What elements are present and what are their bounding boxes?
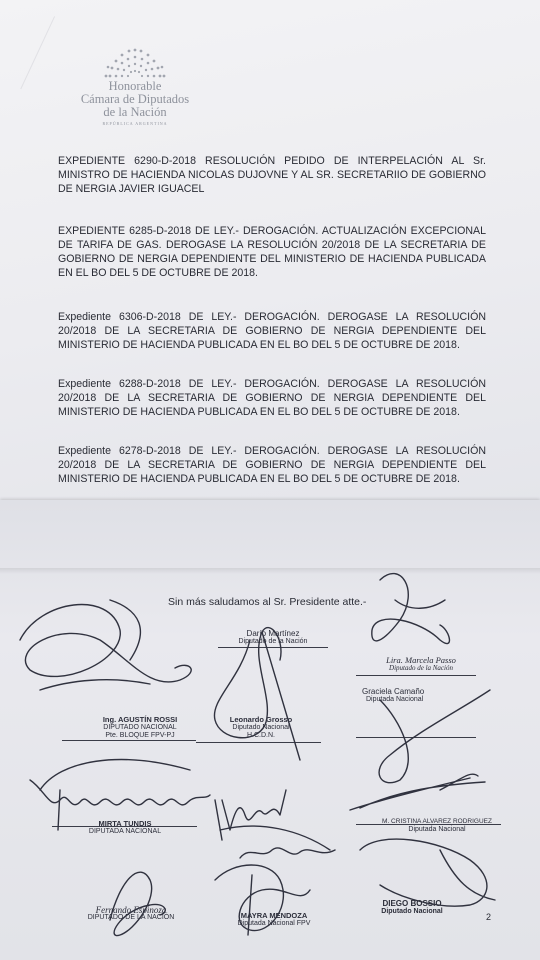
signature-mendoza [226,912,322,928]
header-line-3: de la Nación [103,105,167,119]
signature-alvarez-name: M. CRISTINA ALVAREZ RODRIGUEZ [382,818,492,825]
signature-line-rasso [356,675,476,676]
signature-martinez-name: Darío Martínez [246,629,300,638]
signature-mendoza-name: MAYRA MENDOZA [240,911,308,920]
signature-line-camano [356,737,476,738]
signature-bossio-title: Diputado Nacional [381,908,443,915]
signature-rossi-title: DIPUTADO NACIONAL [103,724,177,731]
header-line-1: Honorable [108,79,162,93]
chamber-logo [70,40,200,126]
signature-bossio [364,900,460,916]
signature-tundis [70,820,180,836]
signature-rossi-sub: Pte. BLOQUE FPV-PJ [105,732,175,739]
signature-rasso-title: Diputado de la Nación [389,664,453,672]
signature-grosso-sub: H.C.D.N. [247,732,275,739]
signature-martinez [214,630,332,646]
signature-rasso [356,656,486,672]
paragraph-expediente-6285: EXPEDIENTE 6285-D-2018 DE LEY.- DEROGACIÓN. ACTUALIZACIÓN EXCEPCIONAL DE TARIFA DE GAS. DEROGASE LA RESOLUCIÓN 20/2018 DE LA SECRETARIA DE GOBIERNO DE NERGIA DEPENDIENTE DEL MINISTERIO DE HACIENDA PUBLICADA EN EL BO DEL 5 DE OCTUBRE DE 2018. [58,225,486,279]
signature-tundis-name: MIRTA TUNDIS [98,819,152,828]
signature-mendoza-title: Diputada Nacional FPV [237,920,311,927]
signature-camano-title: Diputada Nacional [366,696,424,703]
paragraph-expediente-6290: EXPEDIENTE 6290-D-2018 RESOLUCIÓN PEDIDO DE INTERPELACIÓN AL Sr. MINISTRO DE HACIENDA NICOLAS DUJOVNE Y AL SR. SECRETARIIO DE GOBIERNO DE NERGIA JAVIER IGUACEL [58,155,486,195]
signature-espinoza-title: DIPUTADO DE LA NACIÓN [87,914,175,921]
hemicycle-emblem-icon [100,40,170,80]
paper-fold-shadow [0,568,540,574]
page-number: 2 [486,912,492,922]
signature-line-rossi [62,740,196,741]
header-line-2: Cámara de Diputados [80,92,190,106]
paper-crease [0,0,55,89]
signature-rossi [84,716,196,740]
signature-grosso [206,716,316,740]
paragraph-expediente-6278: Expediente 6278-D-2018 DE LEY.- DEROGACIÓN. DEROGASE LA RESOLUCIÓN 20/2018 DE LA SECRETARIA DE GOBIERNO DE NERGIA DEPENDIENTE DEL MINISTERIO DE HACIENDA PUBLICADA EN EL BO DEL 5 DE OCTUBRE DE 2018. [58,445,486,485]
closing-line: Sin más saludamos al Sr. Presidente atte.- [168,596,367,608]
signature-tundis-title: DIPUTADA NACIONAL [88,828,162,835]
paragraph-expediente-6288: Expediente 6288-D-2018 DE LEY.- DEROGACIÓN. DEROGASE LA RESOLUCIÓN 20/2018 DE LA SECRETARIA DE GOBIERNO DE NERGIA DEPENDIENTE DEL MINISTERIO DE HACIENDA PUBLICADA EN EL BO DEL 5 DE OCTUBRE DE 2018. [58,378,486,418]
signature-grosso-title: Diputado Nacional [232,724,290,731]
signature-espinoza [72,906,190,922]
signature-martinez-title: Diputado de la Nación [238,638,308,645]
signature-camano [362,688,466,704]
signature-rasso-name: Lira. Marcela Passo [386,655,456,665]
signature-rossi-name: Ing. AGUSTÍN ROSSI [102,715,178,724]
signature-line-martinez [218,647,328,648]
signature-espinoza-name: Fernando Espinoza [95,905,167,915]
signature-line-grosso [196,742,321,743]
signature-bossio-name: DIEGO BOSSIO [382,899,442,908]
signature-alvarez-title: Diputada Nacional [408,826,466,833]
signature-alvarez [372,818,502,834]
paragraph-expediente-6306: Expediente 6306-D-2018 DE LEY.- DEROGACIÓN. DEROGASE LA RESOLUCIÓN 20/2018 DE LA SECRETARIA DE GOBIERNO DE NERGIA DEPENDIENTE DEL MINISTERIO DE HACIENDA PUBLICADA EN EL BO DEL 5 DE OCTUBRE DE 2018. [58,311,486,351]
signature-grosso-name: Leonardo Grosso [229,715,293,724]
signature-camano-name: Graciela Camaño [362,687,425,696]
header-line-4: REPÚBLICA ARGENTINA [102,121,168,126]
